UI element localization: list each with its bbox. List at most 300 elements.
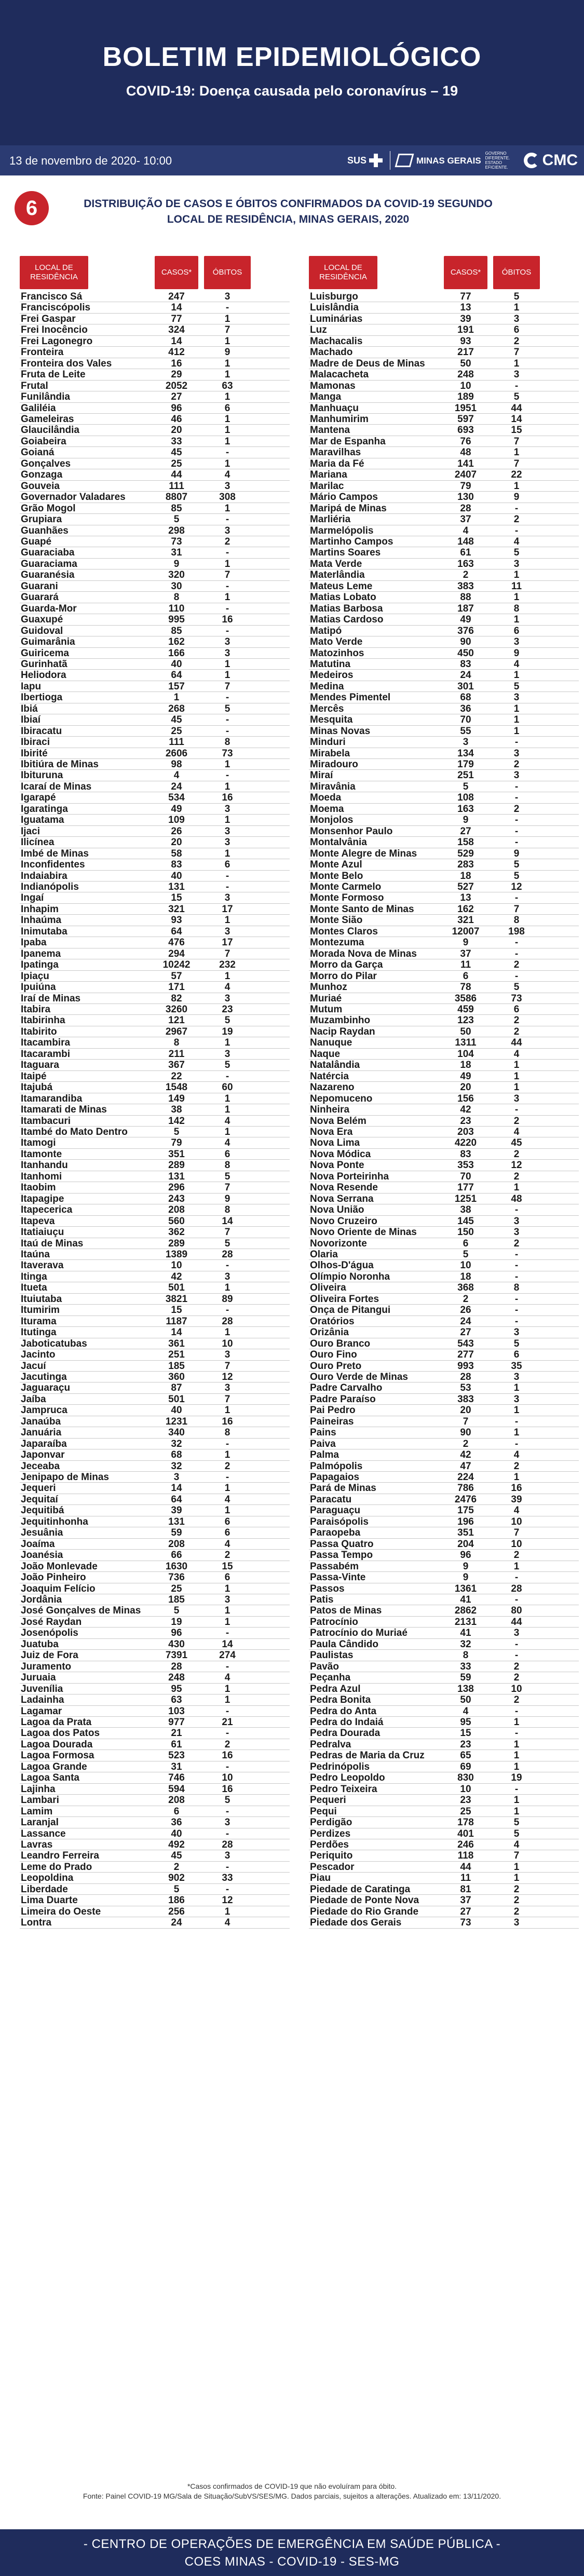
deaths-value: 3 <box>513 1215 520 1227</box>
municipality-name: Itumirim <box>21 1305 60 1316</box>
municipality-name: Lima Duarte <box>21 1895 78 1906</box>
deaths-value: 1 <box>224 1683 230 1694</box>
cases-value: 412 <box>168 347 185 358</box>
deaths-value: 5 <box>513 291 520 302</box>
deaths-value: - <box>514 1271 519 1282</box>
municipality-name: Pai Pedro <box>310 1405 356 1416</box>
cases-value: 2 <box>463 570 469 581</box>
cases-value: 70 <box>460 1171 471 1182</box>
deaths-value: - <box>225 725 229 737</box>
cases-value: 736 <box>168 1572 185 1583</box>
cases-value: 47 <box>460 1460 471 1472</box>
cases-value: 1251 <box>454 1193 477 1204</box>
cases-value: 208 <box>168 1204 185 1216</box>
cases-value: 9 <box>463 1561 469 1572</box>
deaths-value: 2 <box>513 1906 520 1917</box>
deaths-value: 1 <box>224 1282 230 1294</box>
municipality-name: Lavras <box>21 1839 53 1850</box>
deaths-value: 2 <box>513 514 520 525</box>
municipality-name: Jenipapo de Minas <box>21 1472 109 1483</box>
table-row <box>309 1761 579 1772</box>
cases-value: 13 <box>460 302 471 314</box>
cases-value: 148 <box>457 536 474 547</box>
municipality-name: Itanhomi <box>21 1171 62 1182</box>
table-row <box>20 1316 290 1327</box>
municipality-name: Piedade de Ponte Nova <box>310 1895 419 1906</box>
cases-value: 49 <box>460 1070 471 1082</box>
table-row <box>309 726 579 737</box>
deaths-value: 1 <box>224 759 230 770</box>
cases-value: 5 <box>173 1126 180 1137</box>
municipality-name: Galiléia <box>21 402 56 414</box>
deaths-value: 4 <box>224 469 230 481</box>
cases-value: 320 <box>168 570 185 581</box>
table-row <box>309 1204 579 1215</box>
footer-line-1: - CENTRO DE OPERAÇÕES DE EMERGÊNCIA EM SAÚDE PÚBLICA - <box>83 2537 501 2551</box>
municipality-name: Indaiabira <box>21 870 67 882</box>
table-row <box>20 1405 290 1416</box>
cases-value: 64 <box>171 670 182 681</box>
deaths-value: 9 <box>224 1193 230 1204</box>
municipality-name: Laranjal <box>21 1817 59 1828</box>
municipality-name: Mateus Leme <box>310 580 373 592</box>
cases-value: 746 <box>168 1772 185 1784</box>
deaths-value: 2 <box>513 1171 520 1182</box>
municipality-name: Iapu <box>21 681 42 692</box>
deaths-value: 3 <box>224 1048 230 1060</box>
municipality-name: Jequeri <box>21 1483 56 1494</box>
municipality-name: Perdigão <box>310 1817 352 1828</box>
page-title: BOLETIM EPIDEMIOLÓGICO <box>102 42 482 72</box>
municipality-name: Fronteira dos Vales <box>21 358 112 369</box>
municipality-name: Mato Verde <box>310 636 363 648</box>
cases-value: 171 <box>168 982 185 993</box>
deaths-value: 1 <box>513 1561 520 1572</box>
cases-value: 224 <box>457 1472 474 1483</box>
deaths-value: - <box>514 1104 519 1116</box>
municipality-name: Nova Era <box>310 1126 353 1137</box>
deaths-value: 3 <box>224 636 230 648</box>
table-row <box>309 1449 579 1460</box>
municipality-name: Fronteira <box>21 347 64 358</box>
cases-value: 376 <box>457 625 474 636</box>
table-row <box>309 536 579 547</box>
cases-value: 1 <box>173 692 180 703</box>
cases-value: 368 <box>457 1282 474 1294</box>
cases-value: 8 <box>173 1037 180 1049</box>
deaths-value: - <box>225 1305 229 1316</box>
table-row <box>20 1672 290 1683</box>
municipality-name: Itinga <box>21 1271 47 1282</box>
cases-value: 18 <box>460 1060 471 1071</box>
deaths-value: 6 <box>513 625 520 636</box>
municipality-name: Pedralva <box>310 1739 351 1750</box>
minas-gerais-logo <box>390 151 517 170</box>
deaths-value: 1 <box>513 703 520 714</box>
deaths-value: - <box>225 547 229 559</box>
municipality-name: Oliveira Fortes <box>310 1293 379 1305</box>
deaths-value: 232 <box>219 959 236 971</box>
municipality-name: Mendes Pimentel <box>310 692 391 703</box>
municipality-name: Funilândia <box>21 391 70 403</box>
municipality-name: Jordânia <box>21 1594 62 1606</box>
deaths-value: 1 <box>224 369 230 381</box>
deaths-value: 2 <box>224 1460 230 1472</box>
municipality-name: Pavão <box>310 1661 339 1672</box>
cases-value: 5 <box>173 1605 180 1617</box>
deaths-value: - <box>225 1806 229 1817</box>
table-row <box>309 1182 579 1193</box>
table-row <box>309 1550 579 1561</box>
deaths-value: 7 <box>513 903 520 915</box>
deaths-value: 21 <box>222 1717 233 1728</box>
deaths-value: 1 <box>224 1037 230 1049</box>
table-row <box>20 770 290 781</box>
deaths-value: 1 <box>513 614 520 626</box>
cases-value: 993 <box>457 1360 474 1372</box>
deaths-value: 1 <box>224 1694 230 1706</box>
table-row <box>309 1505 579 1516</box>
table-row <box>20 1104 290 1115</box>
table-row <box>20 1684 290 1694</box>
deaths-value: 5 <box>224 1060 230 1071</box>
cases-value: 14 <box>171 335 182 347</box>
municipality-name: Gonçalves <box>21 458 71 469</box>
municipality-name: Frei Gaspar <box>21 313 76 324</box>
cases-value: 204 <box>457 1538 474 1550</box>
municipality-name: Jequitibá <box>21 1505 64 1516</box>
deaths-value: 16 <box>222 1416 233 1427</box>
table-row <box>20 1661 290 1672</box>
municipality-name: Itambé do Mato Dentro <box>21 1126 128 1137</box>
table-row <box>309 1171 579 1182</box>
table-row <box>309 792 579 803</box>
deaths-value: 16 <box>222 1750 233 1761</box>
table-row <box>309 993 579 1004</box>
cases-value: 28 <box>460 1371 471 1382</box>
municipality-name: Guaxupé <box>21 614 63 626</box>
table-row <box>20 1694 290 1705</box>
municipality-name: Joaíma <box>21 1538 55 1550</box>
municipality-name: Lamim <box>21 1806 53 1817</box>
deaths-value: 14 <box>222 1215 233 1227</box>
cases-value: 27 <box>460 1327 471 1338</box>
deaths-value: 1 <box>513 714 520 726</box>
cases-value: 76 <box>460 436 471 447</box>
municipality-name: Olhos-D'água <box>310 1260 374 1271</box>
table-row <box>309 314 579 324</box>
column-header-cases: CASOS* <box>155 256 198 289</box>
municipality-name: Goianá <box>21 447 55 458</box>
municipality-name: Minas Novas <box>310 725 371 737</box>
table-row <box>20 915 290 926</box>
municipality-name: Muriaé <box>310 993 342 1004</box>
table-row <box>20 1171 290 1182</box>
deaths-value: 4 <box>513 1505 520 1516</box>
table-row <box>20 982 290 993</box>
cases-value: 48 <box>460 447 471 458</box>
deaths-value: 1 <box>224 1605 230 1617</box>
table-row <box>20 937 290 948</box>
deaths-value: 1 <box>224 1616 230 1628</box>
minas-gerais-logo-slogan: GOVERNO DIFERENTE. ESTADO EFICIENTE. <box>485 151 510 170</box>
municipality-name: Ladainha <box>21 1694 64 1706</box>
table-row <box>20 324 290 335</box>
cases-value: 24 <box>460 1316 471 1327</box>
cases-value: 289 <box>168 1238 185 1249</box>
municipality-name: Maria da Fé <box>310 458 364 469</box>
table-row <box>309 1661 579 1672</box>
cases-value: 289 <box>168 1160 185 1171</box>
table-row <box>309 636 579 647</box>
table-row <box>309 1494 579 1505</box>
deaths-value: - <box>225 1728 229 1739</box>
table-row <box>20 1895 290 1906</box>
table-row <box>20 892 290 903</box>
table-row <box>20 1305 290 1316</box>
deaths-value: 4 <box>224 1115 230 1127</box>
cases-value: 162 <box>168 636 185 648</box>
municipality-name: Jaíba <box>21 1393 46 1405</box>
table-row <box>309 1684 579 1694</box>
cases-value: 9 <box>173 558 180 570</box>
municipality-name: Japonvar <box>21 1449 65 1461</box>
municipality-name: Mesquita <box>310 714 353 726</box>
table-row <box>309 1260 579 1271</box>
footer <box>0 2529 584 2576</box>
table-row <box>20 815 290 825</box>
deaths-value: 1 <box>513 1861 520 1873</box>
cases-value: 39 <box>171 1505 182 1516</box>
cases-value: 24 <box>460 670 471 681</box>
deaths-value: - <box>225 580 229 592</box>
municipality-name: Guaraciaba <box>21 547 75 559</box>
table-row <box>309 681 579 692</box>
deaths-value: 73 <box>511 993 522 1004</box>
cases-value: 256 <box>168 1906 185 1917</box>
table-row <box>309 1160 579 1171</box>
cases-value: 529 <box>457 848 474 859</box>
cases-value: 8 <box>173 592 180 603</box>
cases-value: 283 <box>457 859 474 871</box>
cases-value: 321 <box>168 903 185 915</box>
cases-value: 149 <box>168 1093 185 1104</box>
deaths-value: 7 <box>224 681 230 692</box>
cases-value: 131 <box>168 1516 185 1527</box>
municipality-name: Limeira do Oeste <box>21 1906 101 1917</box>
table-row <box>309 1672 579 1683</box>
table-row <box>20 926 290 937</box>
cases-value: 9 <box>463 815 469 826</box>
deaths-value: 1 <box>513 1382 520 1394</box>
table-left <box>20 256 290 1929</box>
table-row <box>309 1049 579 1060</box>
table-row <box>20 1037 290 1048</box>
deaths-value: 5 <box>513 681 520 692</box>
deaths-value: 3 <box>224 1817 230 1828</box>
table-row <box>309 347 579 358</box>
cases-value: 42 <box>460 1104 471 1116</box>
minas-gerais-mark-icon <box>395 154 414 167</box>
cases-value: 247 <box>168 291 185 302</box>
deaths-value: 6 <box>224 1516 230 1527</box>
deaths-value: 2 <box>513 1694 520 1706</box>
column-header-local: LOCAL DE RESIDÊNCIA <box>20 256 88 289</box>
table-row <box>309 1483 579 1494</box>
municipality-name: Paraopeba <box>310 1527 361 1539</box>
deaths-value: - <box>225 770 229 781</box>
deaths-value: 6 <box>224 402 230 414</box>
cases-value: 104 <box>457 1048 474 1060</box>
cases-value: 45 <box>171 1850 182 1862</box>
municipality-name: Natalândia <box>310 1060 360 1071</box>
municipality-name: Paineiras <box>310 1416 354 1427</box>
table-row <box>20 1015 290 1026</box>
cases-value: 1361 <box>454 1583 477 1594</box>
deaths-value: 1 <box>224 436 230 447</box>
table-row <box>309 1405 579 1416</box>
municipality-name: Guimarânia <box>21 636 75 648</box>
municipality-name: Perdizes <box>310 1828 351 1839</box>
table-row <box>20 1795 290 1806</box>
table-row <box>20 848 290 859</box>
deaths-value: 8 <box>513 603 520 614</box>
table-row <box>309 815 579 825</box>
cases-value: 24 <box>171 1917 182 1929</box>
table-row <box>20 314 290 324</box>
table-row <box>20 1071 290 1082</box>
municipality-name: Machacalis <box>310 335 363 347</box>
cases-value: 217 <box>457 347 474 358</box>
deaths-value: 3 <box>224 1850 230 1862</box>
cases-value: 68 <box>171 1449 182 1461</box>
table-row <box>20 1238 290 1249</box>
table-row <box>309 1194 579 1204</box>
municipality-name: Patos de Minas <box>310 1605 382 1617</box>
table-row <box>20 570 290 580</box>
cases-value: 501 <box>168 1282 185 1294</box>
table-body <box>20 291 290 1929</box>
municipality-name: Martins Soares <box>310 547 381 559</box>
footnotes <box>0 2482 584 2501</box>
table-row <box>20 1527 290 1538</box>
municipality-name: Medeiros <box>310 670 354 681</box>
table-row <box>309 703 579 714</box>
municipality-name: Mata Verde <box>310 558 362 570</box>
table-row <box>20 1160 290 1171</box>
deaths-value: 1 <box>224 670 230 681</box>
table-row <box>309 714 579 725</box>
deaths-value: 2 <box>513 1238 520 1249</box>
table-row <box>20 369 290 380</box>
deaths-value: - <box>514 825 519 837</box>
deaths-value: 45 <box>511 1137 522 1149</box>
cases-value: 11 <box>460 959 471 971</box>
municipality-name: Passa Quatro <box>310 1538 374 1550</box>
cases-value: 248 <box>457 369 474 381</box>
deaths-value: 6 <box>224 1148 230 1160</box>
table-row <box>309 1516 579 1527</box>
deaths-value: 3 <box>513 636 520 648</box>
municipality-name: Nova Porteirinha <box>310 1171 389 1182</box>
table-row <box>309 971 579 982</box>
municipality-name: Guiricema <box>21 647 69 659</box>
cases-value: 130 <box>457 492 474 503</box>
cases-value: 14 <box>171 1483 182 1494</box>
table-row <box>20 681 290 692</box>
table-row <box>309 1706 579 1717</box>
deaths-value: 44 <box>511 402 522 414</box>
municipality-name: Paulistas <box>310 1650 354 1661</box>
table-row <box>20 503 290 514</box>
municipality-name: Manga <box>310 391 342 403</box>
deaths-value: 2 <box>224 1550 230 1561</box>
deaths-value: 7 <box>224 324 230 336</box>
table-row <box>20 1382 290 1393</box>
municipality-name: Jesuânia <box>21 1527 63 1539</box>
table-row <box>20 1004 290 1015</box>
table-row <box>20 1494 290 1505</box>
cases-value: 69 <box>460 1761 471 1772</box>
table-row <box>309 492 579 503</box>
cases-value: 70 <box>460 714 471 726</box>
deaths-value: 1 <box>224 558 230 570</box>
cases-value: 15 <box>171 1305 182 1316</box>
deaths-value: 4 <box>224 1137 230 1149</box>
deaths-value: - <box>514 815 519 826</box>
municipality-name: Perdões <box>310 1839 349 1850</box>
table-row <box>309 826 579 837</box>
municipality-name: Moema <box>310 803 344 815</box>
municipality-name: Madre de Deus de Minas <box>310 358 425 369</box>
deaths-value: 7 <box>224 948 230 959</box>
cases-value: 2407 <box>454 469 477 481</box>
municipality-name: Lontra <box>21 1917 52 1929</box>
cases-value: 44 <box>171 469 182 481</box>
municipality-name: Leandro Ferreira <box>21 1850 99 1862</box>
table-row <box>309 1772 579 1783</box>
municipality-name: Gameleiras <box>21 413 74 425</box>
municipality-name: Jeceaba <box>21 1460 60 1472</box>
municipality-name: Novo Cruzeiro <box>310 1215 377 1227</box>
table-row <box>20 603 290 614</box>
municipality-name: Marilac <box>310 480 344 492</box>
municipality-name: Pedra Azul <box>310 1683 361 1694</box>
cases-value: 90 <box>460 1427 471 1439</box>
table-row <box>309 648 579 659</box>
cases-value: 10 <box>460 1783 471 1795</box>
cases-value: 26 <box>171 825 182 837</box>
deaths-value: 3 <box>224 1349 230 1361</box>
municipality-name: Nepomuceno <box>310 1093 373 1104</box>
cases-value: 361 <box>168 1338 185 1349</box>
municipality-name: Passabém <box>310 1561 359 1572</box>
table-row <box>20 1049 290 1060</box>
cases-value: 65 <box>460 1750 471 1761</box>
deaths-value: 3 <box>224 837 230 848</box>
deaths-value: 2 <box>513 1895 520 1906</box>
table-row <box>309 1561 579 1572</box>
table-row <box>309 1717 579 1728</box>
municipality-name: Piau <box>310 1873 331 1884</box>
deaths-value: 63 <box>222 380 233 391</box>
cases-value: 18 <box>460 1271 471 1282</box>
municipality-name: Ouro Fino <box>310 1349 357 1361</box>
deaths-value: 4 <box>224 982 230 993</box>
cases-value: 73 <box>460 1917 471 1929</box>
table-row <box>20 1505 290 1516</box>
table-row <box>309 837 579 848</box>
